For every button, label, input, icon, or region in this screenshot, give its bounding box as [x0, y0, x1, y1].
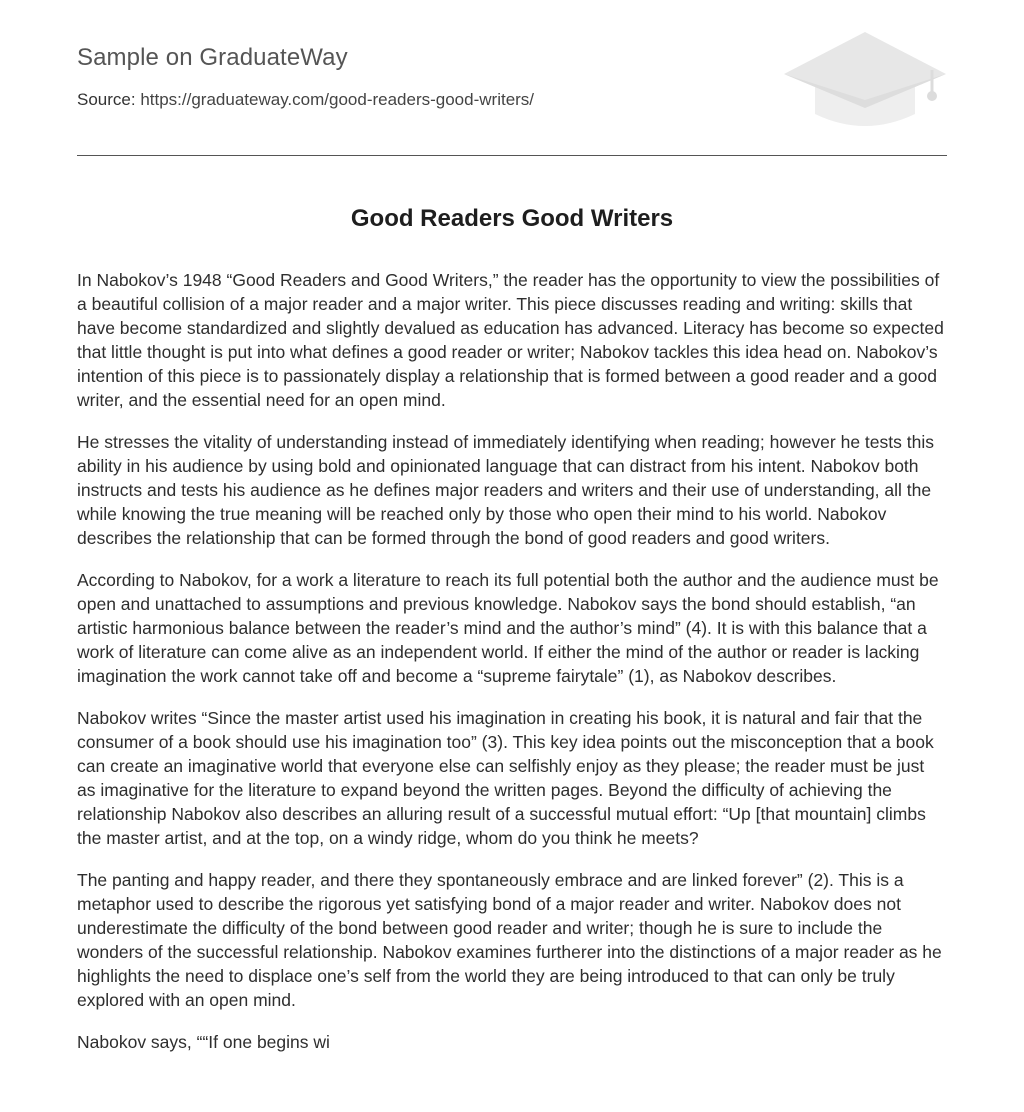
graduation-cap-icon — [782, 30, 948, 134]
paragraph: He stresses the vitality of understanding instead of immediately identifying when reading; however he tests this ability in his audience by using bold and opinionated language that can distract from his intent. Nabokov both instructs and tests his audience as he defines major readers and writers and their use of understanding, all the while knowing the true meaning will be reached only by those who open their mind to his world. Nabokov describes the relationship that can be formed through the bond of good readers and good writers. — [77, 432, 934, 548]
paragraph: Nabokov says, ““If one begins wi — [77, 1032, 330, 1052]
page-header — [77, 40, 947, 156]
article-title: Good Readers Good Writers — [350, 205, 674, 232]
source-line — [77, 90, 534, 110]
source-label: Source: — [77, 90, 136, 109]
paragraph: Nabokov writes “Since the master artist used his imagination in creating his book, it is natural and fair that the consumer of a book should use his imagination too” (3). This key idea points out the misconception that a book can create an imaginative world that everyone else can selfishly enjoy as they please; the reader must be just as imaginative for the literature to expand beyond the written pages. Beyond the difficulty of achieving the relationship Nabokov also describes an alluring result of a successful mutual effort: “Up [that mountain] climbs the master artist, and at the top, on a windy ridge, whom do you think he meets? — [77, 708, 934, 848]
header-divider — [77, 155, 947, 156]
paragraph: According to Nabokov, for a work a literature to reach its full potential both the author and the audience must be open and unattached to assumptions and previous knowledge. Nabokov says the bond should establish, “an artistic harmonious balance between the reader’s mind and the author’s mind” (4). It is with this balance that a work of literature can come alive as an independent world. If either the mind of the author or reader is lacking imagination the work cannot take off and become a “supreme fairytale” (1), as Nabokov describes. — [77, 570, 939, 686]
article-body — [77, 268, 947, 1072]
paragraph: The panting and happy reader, and there they spontaneously embrace and are linked forever” (2). This is a metaphor used to describe the rigorous yet satisfying bond of a major reader and writer. Nabokov does not underestimate the difficulty of the bond between good reader and writer; though he is sure to include the wonders of the successful relationship. Nabokov examines furtherer into the distinctions of a major reader as he highlights the need to displace one’s self from the world they are being introduced to that can only be truly explored with an open mind. — [77, 870, 942, 1010]
site-title: Sample on GraduateWay — [77, 44, 348, 71]
paragraph: In Nabokov’s 1948 “Good Readers and Good Writers,” the reader has the opportunity to view the possibilities of a beautiful collision of a major reader and a major writer. This piece discusses reading and writing: skills that have become standardized and slightly devalued as education has advanced. Literacy has become so expected that little thought is put into what defines a good reader or writer; Nabokov tackles this idea head on. Nabokov’s intention of this piece is to passionately display a relationship that is formed between a good reader and a good writer, and the essential need for an open mind. — [77, 270, 944, 410]
source-link[interactable]: https://graduateway.com/good-readers-good-writers/ — [140, 90, 535, 109]
